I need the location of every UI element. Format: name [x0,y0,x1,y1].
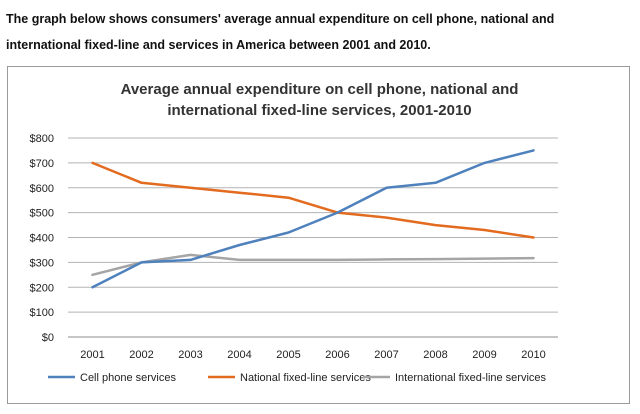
y-tick-label: $800 [29,133,54,145]
legend-label: National fixed-line services [240,372,371,384]
prompt-line-1: The graph below shows consumers' average annual expenditure on cell phone, national and [6,12,555,26]
series-line [93,255,534,275]
x-tick-label: 2010 [521,349,546,361]
x-tick-label: 2003 [178,349,203,361]
y-tick-label: $0 [41,332,54,344]
y-tick-label: $600 [29,182,54,195]
chart-title-line-2: international fixed-line services, 2001-2010 [167,102,472,119]
x-tick-label: 2005 [276,349,301,361]
series-line [93,150,534,287]
chart-title-line-1: Average annual expenditure on cell phone, national and [120,81,519,98]
legend-label: International fixed-line services [395,372,547,384]
y-tick-label: $200 [29,282,54,295]
x-tick-label: 2008 [423,349,448,361]
y-tick-label: $300 [29,257,54,270]
x-tick-label: 2006 [325,349,350,361]
x-tick-label: 2001 [80,349,105,361]
y-tick-label: $700 [29,157,54,170]
x-tick-label: 2009 [472,349,497,361]
x-tick-label: 2007 [374,349,399,361]
chart-frame [7,66,630,404]
y-tick-label: $500 [29,207,54,220]
line-chart [8,67,631,405]
x-tick-label: 2002 [129,349,154,361]
x-tick-label: 2004 [227,349,252,361]
task-prompt [6,6,636,58]
series-line [93,163,534,238]
y-tick-label: $100 [29,307,54,320]
prompt-line-2: international fixed-line and services in America between 2001 and 2010. [6,38,431,52]
y-tick-label: $400 [29,232,54,245]
legend-label: Cell phone services [80,372,176,384]
